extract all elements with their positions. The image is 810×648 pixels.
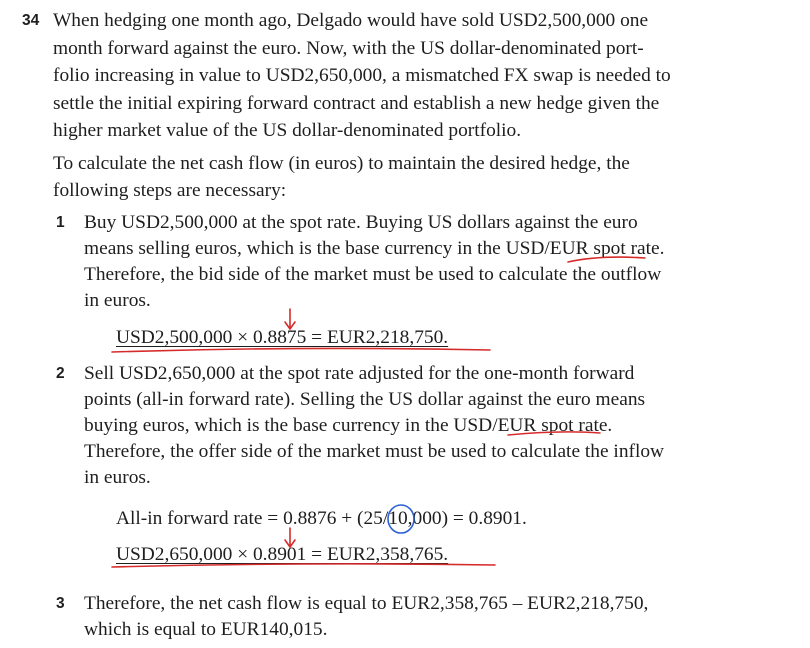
question-line: month forward against the euro. Now, with the US dollar-denominated port- <box>53 38 644 59</box>
step-line: Buy USD2,500,000 at the spot rate. Buying US dollars against the euro <box>84 212 638 233</box>
intro-line: To calculate the net cash flow (in euros) to maintain the desired hedge, the <box>53 153 630 174</box>
step-line: Therefore, the net cash flow is equal to EUR2,358,765 – EUR2,218,750, <box>84 593 649 614</box>
question-number: 34 <box>22 12 40 29</box>
step-line: buying euros, which is the base currency in the USD/EUR spot rate. <box>84 415 613 436</box>
step-number: 2 <box>56 365 65 382</box>
step-line: Therefore, the offer side of the market must be used to calculate the inflow <box>84 441 665 462</box>
intro-line: following steps are necessary: <box>53 180 287 201</box>
question-line: higher market value of the US dollar-denominated portfolio. <box>53 120 522 141</box>
step-number: 1 <box>56 214 65 231</box>
step-line: points (all-in forward rate). Selling the US dollar against the euro means <box>84 389 646 410</box>
question-line: folio increasing in value to USD2,650,000, a mismatched FX swap is needed to <box>53 65 671 86</box>
step-line: which is equal to EUR140,015. <box>84 619 328 640</box>
step-line: Sell USD2,650,000 at the spot rate adjusted for the one-month forward <box>84 363 635 384</box>
equation: All-in forward rate = 0.8876 + (25/10,000) = 0.8901. <box>116 508 527 529</box>
question-line: When hedging one month ago, Delgado would have sold USD2,500,000 one <box>53 10 649 31</box>
question-line: settle the initial expiring forward contract and establish a new hedge given the <box>53 93 660 114</box>
step-line: in euros. <box>84 290 151 311</box>
step-number: 3 <box>56 595 65 612</box>
step-line: Therefore, the bid side of the market must be used to calculate the outflow <box>84 264 662 285</box>
step-line: in euros. <box>84 467 151 488</box>
equation: USD2,650,000 × 0.8901 = EUR2,358,765. <box>116 544 449 565</box>
step-line: means selling euros, which is the base currency in the USD/EUR spot rate. <box>84 238 665 259</box>
equation: USD2,500,000 × 0.8875 = EUR2,218,750. <box>116 327 449 348</box>
